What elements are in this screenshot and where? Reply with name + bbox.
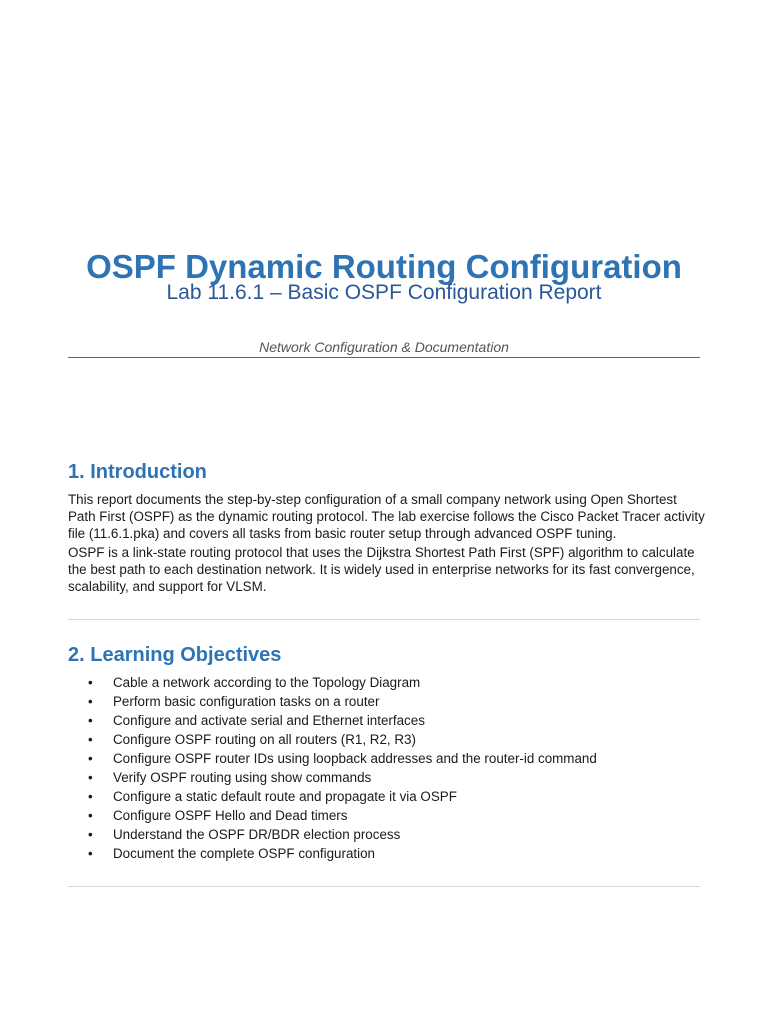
- document-title: OSPF Dynamic Routing Configuration: [86, 248, 682, 286]
- list-item: [68, 692, 708, 711]
- title-divider: [68, 357, 700, 358]
- learning-objectives-list: [68, 673, 708, 863]
- list-item-text: Cable a network according to the Topology Diagram: [113, 675, 421, 690]
- list-item-text: Configure and activate serial and Ethernet interfaces: [113, 713, 425, 728]
- list-item: [68, 730, 708, 749]
- bullet-icon: •: [88, 770, 93, 785]
- bullet-icon: •: [88, 751, 93, 766]
- list-item-text: Understand the OSPF DR/BDR election process: [113, 827, 401, 842]
- list-item-text: Verify OSPF routing using show commands: [113, 770, 372, 785]
- list-item: [68, 768, 708, 787]
- document-tagline: Network Configuration & Documentation: [259, 339, 509, 355]
- list-item: [68, 787, 708, 806]
- bullet-icon: •: [88, 808, 93, 823]
- list-item: [68, 711, 708, 730]
- list-item: [68, 806, 708, 825]
- list-item-text: Configure OSPF router IDs using loopback addresses and the router-id command: [113, 751, 597, 766]
- introduction-heading: 1. Introduction: [68, 461, 207, 483]
- introduction-paragraph-2: OSPF is a link-state routing protocol that uses the Dijkstra Shortest Path First (SPF) algorithm to calculate the best path to each destination network. It is widely used in enterprise networks for its fast convergence, scalability, and support for VLSM.: [68, 545, 695, 594]
- bullet-icon: •: [88, 732, 93, 747]
- learning-objectives-heading: 2. Learning Objectives: [68, 644, 282, 666]
- list-item: [68, 673, 708, 692]
- introduction-paragraph-1: This report documents the step-by-step configuration of a small company network using Open Shortest Path First (OSPF) as the dynamic routing protocol. The lab exercise follows the Cisco Packet Tracer activity file (11.6.1.pka) and covers all tasks from basic router setup through advanced OSPF tuning.: [68, 492, 705, 541]
- bullet-icon: •: [88, 789, 93, 804]
- section-divider: [68, 619, 700, 620]
- bullet-icon: •: [88, 713, 93, 728]
- bullet-icon: •: [88, 694, 93, 709]
- document-subtitle: Lab 11.6.1 – Basic OSPF Configuration Report: [166, 281, 602, 304]
- list-item: [68, 825, 708, 844]
- list-item-text: Perform basic configuration tasks on a router: [113, 694, 380, 709]
- section-divider: [68, 886, 700, 887]
- list-item: [68, 749, 708, 768]
- list-item-text: Configure a static default route and propagate it via OSPF: [113, 789, 457, 804]
- bullet-icon: •: [88, 846, 93, 861]
- list-item-text: Configure OSPF Hello and Dead timers: [113, 808, 348, 823]
- list-item-text: Configure OSPF routing on all routers (R1, R2, R3): [113, 732, 416, 747]
- bullet-icon: •: [88, 827, 93, 842]
- list-item: [68, 844, 708, 863]
- bullet-icon: •: [88, 675, 93, 690]
- list-item-text: Document the complete OSPF configuration: [113, 846, 375, 861]
